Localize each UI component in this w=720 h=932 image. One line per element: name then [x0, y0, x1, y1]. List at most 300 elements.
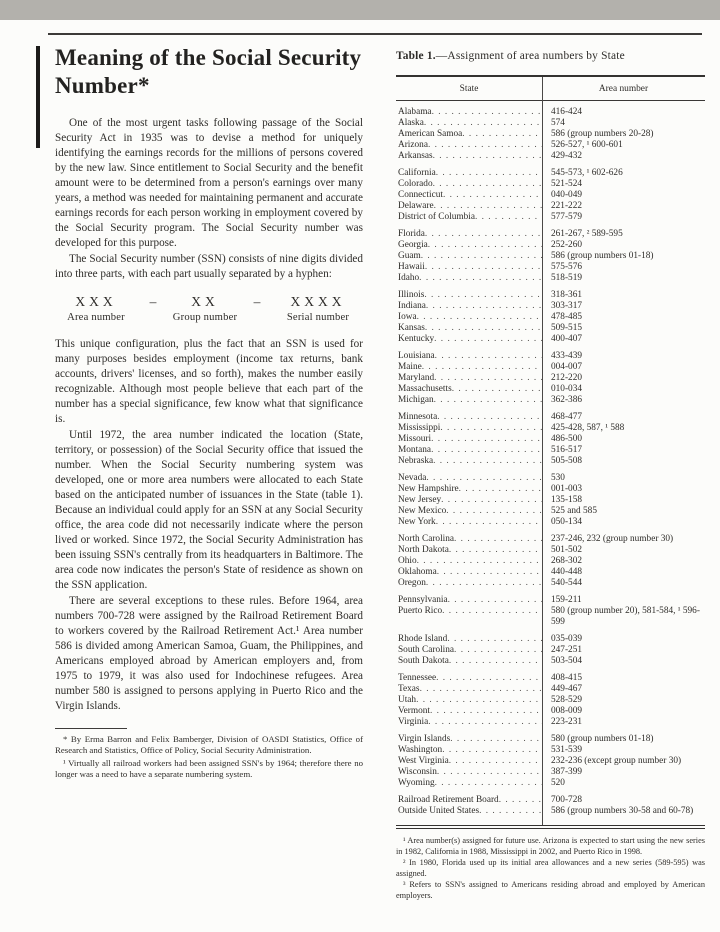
area-number-cell: 387-399: [551, 767, 582, 777]
article-footnote: ¹ Virtually all railroad workers had been assigned SSN's by 1964; therefore there no longer was a need to have a separate numbering system.: [55, 758, 363, 779]
ssn-serial-part: XXXX: [290, 294, 346, 309]
table-row: [396, 567, 705, 578]
state-cell: [396, 373, 542, 384]
area-number-cell: 574: [551, 118, 565, 128]
state-name: District of Columbia: [398, 212, 475, 222]
dot-leader: [417, 556, 542, 567]
table-row: [396, 456, 705, 467]
state-name: Ohio: [398, 556, 417, 566]
state-cell: [396, 673, 542, 684]
area-number-label: Area number: [67, 312, 125, 323]
table-row: [396, 118, 705, 129]
state-cell: [396, 756, 542, 767]
article-title: Meaning of the Social Security Number*: [55, 45, 362, 98]
paragraph: One of the most urgent tasks following passage of the Social Security Act in 1935 was to devise a method for uniquely identifying the earnings records for the millions of persons covered by the new law. Since entitlement to Social Security and the benefit amount were to be determined from a person's earnings over many years, a method was needed for maintaining permanent and accurate earnings records for each person working in employment covered by the Social Security program. The Social Security number was developed for this purpose.: [55, 117, 363, 249]
table-row: [396, 179, 705, 190]
state-cell: [396, 806, 542, 817]
area-number-cell: 586 (group numbers 30-58 and 60-78): [551, 806, 694, 816]
dot-leader: [448, 595, 542, 606]
table-row: [396, 684, 705, 695]
state-cell: [396, 118, 542, 129]
state-cell: [396, 734, 542, 745]
state-name: Missouri: [398, 434, 432, 444]
dot-leader: [431, 434, 542, 445]
table-group: [396, 795, 705, 817]
scan-artifact-bar: [36, 46, 40, 148]
state-name: Delaware: [398, 201, 434, 211]
dot-leader: [449, 756, 542, 767]
table-row: [396, 645, 705, 656]
area-number-cell: 516-517: [551, 445, 582, 455]
area-number-cell: 247-251: [551, 645, 582, 655]
table-group: [396, 595, 705, 628]
state-name: Connecticut: [398, 190, 443, 200]
dot-leader: [428, 140, 542, 151]
spacer: [240, 310, 274, 325]
state-cell: [396, 323, 542, 334]
area-number-cell: 486-500: [551, 434, 582, 444]
state-name: Arizona: [398, 140, 428, 150]
area-number-cell: 159-211: [551, 595, 582, 605]
state-name: Railroad Retirement Board: [398, 795, 499, 805]
area-number-cell: 429-432: [551, 151, 582, 161]
state-name: New York: [398, 517, 436, 527]
serial-number-label: Serial number: [286, 312, 350, 323]
state-cell: [396, 229, 542, 240]
state-cell: [396, 706, 542, 717]
dot-leader: [433, 456, 542, 467]
area-number-cell: 509-515: [551, 323, 582, 333]
state-cell: [396, 412, 542, 423]
area-number-cell: 586 (group numbers 01-18): [551, 251, 654, 261]
area-number-cell: 008-009: [551, 706, 582, 716]
state-name: Oregon: [398, 578, 426, 588]
state-cell: [396, 240, 542, 251]
table-row: [396, 107, 705, 118]
table-row: [396, 545, 705, 556]
dot-leader: [442, 745, 542, 756]
state-cell: [396, 645, 542, 656]
state-name: Wyoming: [398, 778, 435, 788]
state-cell: [396, 484, 542, 495]
table-row: [396, 434, 705, 445]
state-cell: [396, 517, 542, 528]
state-name: Illinois: [398, 290, 425, 300]
area-number-cell: 700-728: [551, 795, 582, 805]
table-row: [396, 251, 705, 262]
table-row: [396, 717, 705, 728]
area-number-cell: 212-220: [551, 373, 582, 383]
state-cell: [396, 717, 542, 728]
table-row: [396, 240, 705, 251]
group-number-label: Group number: [172, 312, 238, 323]
area-number-cell: 440-448: [551, 567, 582, 577]
area-number-cell: 503-504: [551, 656, 582, 666]
area-number-cell: 580 (group numbers 01-18): [551, 734, 654, 744]
table-row: [396, 556, 705, 567]
dot-leader: [424, 118, 542, 129]
dot-leader: [462, 129, 542, 140]
table-footnote: ³ Refers to SSN's assigned to Americans residing abroad and employed by American employers.: [396, 880, 705, 900]
state-cell: [396, 556, 542, 567]
table-title: [396, 50, 705, 62]
state-name: American Samoa: [398, 129, 463, 139]
table-row: [396, 473, 705, 484]
state-cell: [396, 362, 542, 373]
state-name: California: [398, 168, 436, 178]
table-row: [396, 806, 705, 817]
dot-leader: [421, 251, 542, 262]
state-name: South Carolina: [398, 645, 455, 655]
dot-leader: [449, 545, 542, 556]
table-group: [396, 351, 705, 406]
state-cell: [396, 290, 542, 301]
table-row: [396, 506, 705, 517]
state-name: Massachusetts: [398, 384, 452, 394]
area-number-cell: 362-386: [551, 395, 582, 405]
dot-leader: [425, 262, 542, 273]
state-name: Texas: [398, 684, 420, 694]
state-name: New Jersey: [398, 495, 442, 505]
state-cell: [396, 595, 542, 606]
table-row: [396, 673, 705, 684]
dot-leader: [420, 684, 542, 695]
dot-leader: [436, 168, 542, 179]
dot-leader: [442, 606, 542, 628]
page-top-rule: [48, 33, 702, 35]
area-number-cell: 268-302: [551, 556, 582, 566]
state-name: Wisconsin: [398, 767, 437, 777]
table-body: [396, 101, 705, 825]
state-cell: [396, 301, 542, 312]
state-cell: [396, 251, 542, 262]
column-divider: [542, 77, 543, 825]
paragraph: Until 1972, the area number indicated the location (State, territory, or possession) of the Social Security office that issued the number. When the Social Security numbering system was developed, one or more area numbers were allocated to each State based on the anticipated number of issuances in the State (table 1). Because an individual could apply for an SSN at any Social Security office, the area code did not necessarily indicate where the person lived or worked. Since 1972, the Social Security Administration has been issuing SSN's centrally from its headquarters in Baltimore. The area code now indicates the person's State of residence as shown on the SSN application.: [55, 429, 363, 591]
table-row: [396, 151, 705, 162]
state-cell: [396, 567, 542, 578]
table-row: [396, 534, 705, 545]
dot-leader: [450, 734, 542, 745]
dot-leader: [430, 706, 542, 717]
state-name: Montana: [398, 445, 432, 455]
table-group: [396, 534, 705, 589]
state-name: Maine: [398, 362, 422, 372]
area-number-cell: 540-544: [551, 578, 582, 588]
state-cell: [396, 384, 542, 395]
area-number-cell: 505-508: [551, 456, 582, 466]
state-cell: [396, 140, 542, 151]
area-numbers-table: [396, 75, 705, 829]
state-cell: [396, 107, 542, 118]
ssn-area-part: XXX: [75, 294, 117, 309]
state-cell: [396, 534, 542, 545]
state-name: Georgia: [398, 240, 428, 250]
area-number-cell: 221-222: [551, 201, 582, 211]
dot-leader: [441, 495, 542, 506]
hyphen-separator: –: [253, 294, 261, 309]
table-footnote: ² In 1980, Florida used up its initial area allowances and a new series (589-595) was assigned.: [396, 858, 705, 878]
dot-leader: [443, 190, 542, 201]
state-name: Oklahoma: [398, 567, 437, 577]
table-row: [396, 767, 705, 778]
table-group: [396, 734, 705, 789]
area-number-cell: 010-034: [551, 384, 582, 394]
area-number-cell: 318-361: [551, 290, 582, 300]
table-group: [396, 229, 705, 284]
footnote-divider: [55, 728, 127, 729]
dot-leader: [459, 484, 542, 495]
dot-leader: [416, 695, 542, 706]
state-name: Rhode Island: [398, 634, 448, 644]
state-name: Utah: [398, 695, 417, 705]
dot-leader: [422, 362, 542, 373]
table-number: Table 1.: [396, 50, 436, 62]
area-number-cell: 408-415: [551, 673, 582, 683]
table-group: [396, 168, 705, 223]
area-number-cell: 400-407: [551, 334, 582, 344]
area-number-cell: 040-049: [551, 190, 582, 200]
dot-leader: [447, 634, 542, 645]
dot-leader: [425, 229, 542, 240]
state-name: Puerto Rico: [398, 606, 443, 616]
state-cell: [396, 201, 542, 212]
article-column: [55, 44, 363, 782]
state-name: South Dakota: [398, 656, 449, 666]
paragraph: There are several exceptions to these rules. Before 1964, area numbers 700-728 were assigned by the Railroad Retirement Board to workers covered by the Railroad Retirement Act.¹ Area number 586 is divided among American Samoa, Guam, the Philippines, and Americans employed abroad by American employers and, from 1975 to 1979, it was also used for Indochinese refugees. Area number 580 is assigned to persons applying in Puerto Rico and the Virgin Islands.: [55, 595, 363, 712]
area-number-cell: 575-576: [551, 262, 582, 272]
state-cell: [396, 473, 542, 484]
dot-leader: [428, 717, 542, 728]
area-number-column-header: Area number: [598, 84, 649, 94]
dot-leader: [419, 273, 542, 284]
state-cell: [396, 312, 542, 323]
state-cell: [396, 423, 542, 434]
table-group: [396, 412, 705, 467]
table-footnote: ¹ Area number(s) assigned for future use. Arizona is expected to start using the new series in 1982, California in 1988, Mississippi in 2002, and Puerto Rico in 1998.: [396, 836, 705, 856]
area-number-cell: 303-317: [551, 301, 582, 311]
area-number-cell: 501-502: [551, 545, 582, 555]
state-name: Vermont: [398, 706, 431, 716]
state-name: Kentucky: [398, 334, 435, 344]
state-cell: [396, 190, 542, 201]
table-row: [396, 334, 705, 345]
hyphen-separator: –: [149, 294, 157, 309]
state-cell: [396, 151, 542, 162]
state-cell: [396, 179, 542, 190]
spacer: [136, 310, 170, 325]
table-row: [396, 323, 705, 334]
state-name: Alaska: [398, 118, 424, 128]
area-number-cell: 518-519: [551, 273, 582, 283]
area-number-cell: 035-039: [551, 634, 582, 644]
state-name: Kansas: [398, 323, 425, 333]
state-name: Nebraska: [398, 456, 434, 466]
paragraphs-top: [55, 116, 363, 282]
article-footnotes: [55, 734, 363, 780]
ssn-format-diagram: [55, 293, 363, 325]
dot-leader: [434, 334, 542, 345]
table-row: [396, 578, 705, 589]
table-row: [396, 595, 705, 606]
table-group: [396, 107, 705, 162]
paragraph: The Social Security number (SSN) consists of nine digits divided into three parts, with each part usually separated by a hyphen:: [55, 253, 363, 280]
area-number-cell: 526-527, ¹ 600-601: [551, 140, 623, 150]
table-row: [396, 201, 705, 212]
table-row: [396, 229, 705, 240]
dot-leader: [428, 240, 542, 251]
area-number-cell: 425-428, 587, ¹ 588: [551, 423, 625, 433]
dot-leader: [426, 301, 542, 312]
table-row: [396, 301, 705, 312]
table-group: [396, 673, 705, 728]
dot-leader: [434, 395, 542, 406]
area-number-cell: 261-267, ² 589-595: [551, 229, 623, 239]
state-cell: [396, 684, 542, 695]
state-cell: [396, 129, 542, 140]
table-row: [396, 373, 705, 384]
table-row: [396, 384, 705, 395]
dot-leader: [499, 795, 542, 806]
state-name: West Virginia: [398, 756, 449, 766]
table-row: [396, 734, 705, 745]
state-name: Minnesota: [398, 412, 438, 422]
dot-leader: [435, 351, 542, 362]
area-number-cell: 525 and 585: [551, 506, 597, 516]
state-cell: [396, 656, 542, 667]
table-row: [396, 262, 705, 273]
state-cell: [396, 395, 542, 406]
dot-leader: [433, 179, 542, 190]
state-column-header: State: [459, 84, 479, 94]
table-row: [396, 517, 705, 528]
area-number-cell: 478-485: [551, 312, 582, 322]
dot-leader: [436, 517, 542, 528]
state-cell: [396, 168, 542, 179]
dot-leader: [434, 373, 542, 384]
table-row: [396, 484, 705, 495]
article-footnote: * By Erma Barron and Felix Bamberger, Division of OASDI Statistics, Office of Research and Statistics, Office of Policy, Social Security Administration.: [55, 734, 363, 755]
table-row: [396, 312, 705, 323]
area-number-cell: 416-424: [551, 107, 582, 117]
table-row: [396, 778, 705, 789]
state-cell: [396, 334, 542, 345]
dot-leader: [434, 201, 542, 212]
table-row: [396, 362, 705, 373]
table-group: [396, 634, 705, 667]
state-name: Virginia: [398, 717, 429, 727]
state-name: Virgin Islands: [398, 734, 451, 744]
state-name: Florida: [398, 229, 425, 239]
state-name: Colorado: [398, 179, 433, 189]
dot-leader: [426, 473, 542, 484]
table-row: [396, 695, 705, 706]
area-number-cell: 223-231: [551, 717, 582, 727]
dot-leader: [426, 578, 542, 589]
area-number-cell: 577-579: [551, 212, 582, 222]
state-name: Michigan: [398, 395, 434, 405]
dot-leader: [475, 212, 542, 223]
table-row: [396, 351, 705, 362]
area-number-cell: 237-246, 232 (group number 30): [551, 534, 674, 544]
state-cell: [396, 506, 542, 517]
area-number-cell: 449-467: [551, 684, 582, 694]
table-group: [396, 473, 705, 528]
area-number-cell: 001-003: [551, 484, 582, 494]
state-cell: [396, 445, 542, 456]
state-name: Hawaii: [398, 262, 425, 272]
dot-leader: [436, 673, 542, 684]
state-name: Iowa: [398, 312, 417, 322]
dot-leader: [440, 423, 542, 434]
table-row: [396, 445, 705, 456]
state-name: Washington: [398, 745, 443, 755]
table-row: [396, 495, 705, 506]
state-name: Maryland: [398, 373, 435, 383]
table-row: [396, 412, 705, 423]
dot-leader: [417, 312, 542, 323]
area-number-cell: 580 (group number 20), 581-584, ¹ 596-599: [551, 606, 700, 627]
dot-leader: [431, 445, 542, 456]
table-row: [396, 290, 705, 301]
dot-leader: [446, 506, 542, 517]
table-row: [396, 140, 705, 151]
paragraphs-bottom: [55, 337, 363, 714]
table-row: [396, 423, 705, 434]
area-number-cell: 050-134: [551, 517, 582, 527]
dot-leader: [454, 534, 542, 545]
dot-leader: [454, 645, 542, 656]
state-cell: [396, 695, 542, 706]
state-name: Idaho: [398, 273, 420, 283]
area-number-cell: 531-539: [551, 745, 582, 755]
table-row: [396, 212, 705, 223]
state-name: New Hampshire: [398, 484, 459, 494]
paragraph: This unique configuration, plus the fact that an SSN is used for many purposes besides employment (income tax returns, bank accounts, drivers' licenses, and so forth), makes the number easily recognizable. Although most people believe that each part of the number has a special significance, few know what that significance is.: [55, 338, 363, 425]
dot-leader: [479, 806, 542, 817]
table-row: [396, 795, 705, 806]
dot-leader: [452, 384, 542, 395]
area-number-cell: 433-439: [551, 351, 582, 361]
table-row: [396, 129, 705, 140]
ssn-group-part: XX: [191, 294, 219, 309]
dot-leader: [437, 567, 542, 578]
state-name: Tennessee: [398, 673, 437, 683]
dot-leader: [432, 107, 542, 118]
area-number-cell: 468-477: [551, 412, 582, 422]
table-row: [396, 706, 705, 717]
state-name: Alabama: [398, 107, 432, 117]
table-row: [396, 395, 705, 406]
area-number-cell: 232-236 (except group number 30): [551, 756, 682, 766]
state-name: New Mexico: [398, 506, 447, 516]
scanned-page: [0, 20, 720, 932]
table-row: [396, 168, 705, 179]
dot-leader: [425, 323, 542, 334]
dot-leader: [449, 656, 542, 667]
state-cell: [396, 767, 542, 778]
area-number-cell: 004-007: [551, 362, 582, 372]
state-name: North Carolina: [398, 534, 455, 544]
state-name: Pennsylvania: [398, 595, 448, 605]
area-number-cell: 586 (group numbers 20-28): [551, 129, 654, 139]
area-number-cell: 530: [551, 473, 565, 483]
state-name: Nevada: [398, 473, 427, 483]
state-name: Louisiana: [398, 351, 435, 361]
state-cell: [396, 273, 542, 284]
state-name: Arkansas: [398, 151, 433, 161]
state-cell: [396, 795, 542, 806]
state-cell: [396, 745, 542, 756]
